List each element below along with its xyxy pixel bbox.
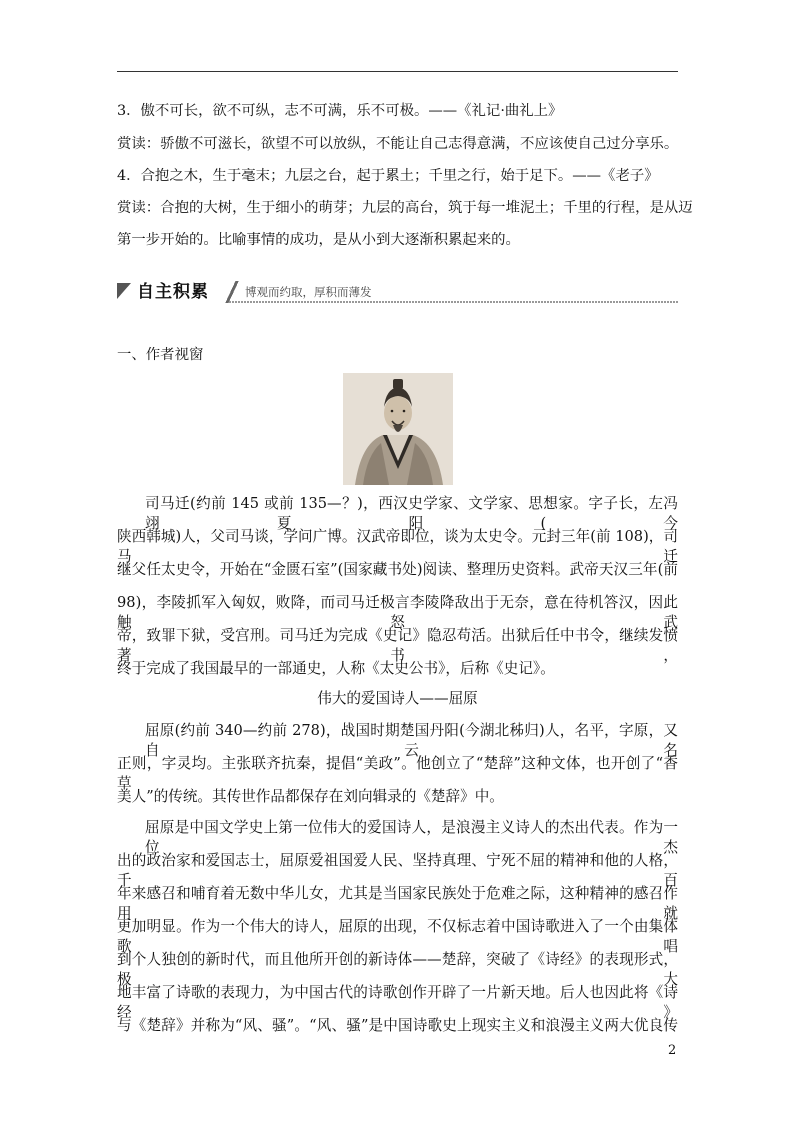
quote-3-appreciation: 赏读：骄傲不可滋长，欲望不可以放纵，不能让自己志得意满，不应该使自己过分享乐。: [117, 136, 679, 152]
quyuan-p2-line: 更加明显。作为一个伟大的诗人，屈原的出现，不仅标志着中国诗歌进入了一个由集体歌唱: [117, 918, 678, 955]
quyuan-p2-line: 与《楚辞》并称为“风、骚”。“风、骚”是中国诗歌史上现实主义和浪漫主义两大优良传: [117, 1017, 678, 1034]
page-number: 2: [668, 1043, 677, 1058]
banner-subtitle: 博观而约取，厚积而薄发: [245, 285, 372, 299]
simaqian-line: 司马迁(约前 145 或前 135—？)，西汉史学家、文学家、思想家。字子长，左冯翊夏阳(今: [145, 495, 678, 532]
banner-divider-icon: [221, 281, 243, 303]
quyuan-p2-line: 屈原是中国文学史上第一位伟大的爱国诗人，是浪漫主义诗人的杰出代表。作为一位杰: [145, 819, 678, 856]
author-portrait: [343, 373, 453, 485]
simaqian-paragraph: [117, 494, 678, 692]
quyuan-p2-line: 到个人独创的新时代，而且他所开创的新诗体——楚辞，突破了《诗经》的表现形式，极大: [117, 951, 678, 988]
portrait-figure-icon: [343, 373, 453, 485]
banner-corner-icon: [117, 283, 131, 299]
banner-title: 自主积累: [137, 282, 209, 302]
quyuan-title: 伟大的爱国诗人——屈原: [317, 690, 478, 707]
simaqian-line: 继父任太史令，开始在“金匮石室”(国家藏书处)阅读、整理历史资料。武帝天汉三年(前: [117, 561, 678, 578]
quyuan-paragraph-1: [117, 721, 678, 820]
header-rule: [117, 71, 678, 72]
section-heading: 一、作者视窗: [117, 347, 204, 363]
section-banner: [117, 281, 678, 303]
quote-4-appreciation-line-1: 赏读：合抱的大树，生于细小的萌芽；九层的高台，筑于每一堆泥土；千里的行程，是从迈: [117, 200, 693, 216]
quote-3: 3．傲不可长，欲不可纵，志不可满，乐不可极。——《礼记·曲礼上》: [117, 103, 563, 119]
quyuan-paragraph-2: [117, 818, 678, 1049]
quyuan-p1-line: 正则，字灵均。主张联齐抗秦，提倡“美政”。他创立了“楚辞”这种文体，也开创了“香草: [117, 755, 678, 792]
simaqian-line: 98)，李陵抓军入匈奴，败降，而司马迁极言李陵降敌出于无奈，意在待机答汉，因此触怒武: [117, 594, 678, 631]
simaqian-line: 终于完成了我国最早的一部通史，人称《太史公书》，后称《史记》。: [117, 660, 555, 677]
simaqian-line: 陕西韩城)人，父司马谈，学问广博。汉武帝即位，谈为太史令。元封三年(前 108)，司马迁: [117, 528, 678, 565]
quote-4-appreciation-line-2: 第一步开始的。比喻事情的成功，是从小到大逐渐积累起来的。: [117, 232, 520, 248]
quote-4: 4．合抱之木，生于毫末；九层之台，起于累土；千里之行，始于足下。——《老子》: [117, 168, 659, 184]
quyuan-p2-line: 地丰富了诗歌的表现力，为中国古代的诗歌创作开辟了一片新天地。后人也因此将《诗经》: [117, 984, 678, 1021]
quyuan-p1-line: 美人”的传统。其传世作品都保存在刘向辑录的《楚辞》中。: [117, 788, 504, 805]
simaqian-line: 帝，致罪下狱，受宫刑。司马迁为完成《史记》隐忍苟活。出狱后任中书令，继续发愤著书，: [117, 627, 678, 664]
quyuan-p2-line: 出的政治家和爱国志士，屈原爱祖国爱人民、坚持真理、宁死不屈的精神和他的人格，千百: [117, 852, 678, 889]
banner-rule: [229, 301, 678, 303]
quyuan-p2-line: 年来感召和哺育着无数中华儿女，尤其是当国家民族处于危难之际，这种精神的感召作用就: [117, 885, 678, 922]
quyuan-p1-line: 屈原(约前 340—约前 278)，战国时期楚国丹阳(今湖北秭归)人，名平，字原，又自云名: [145, 722, 678, 759]
